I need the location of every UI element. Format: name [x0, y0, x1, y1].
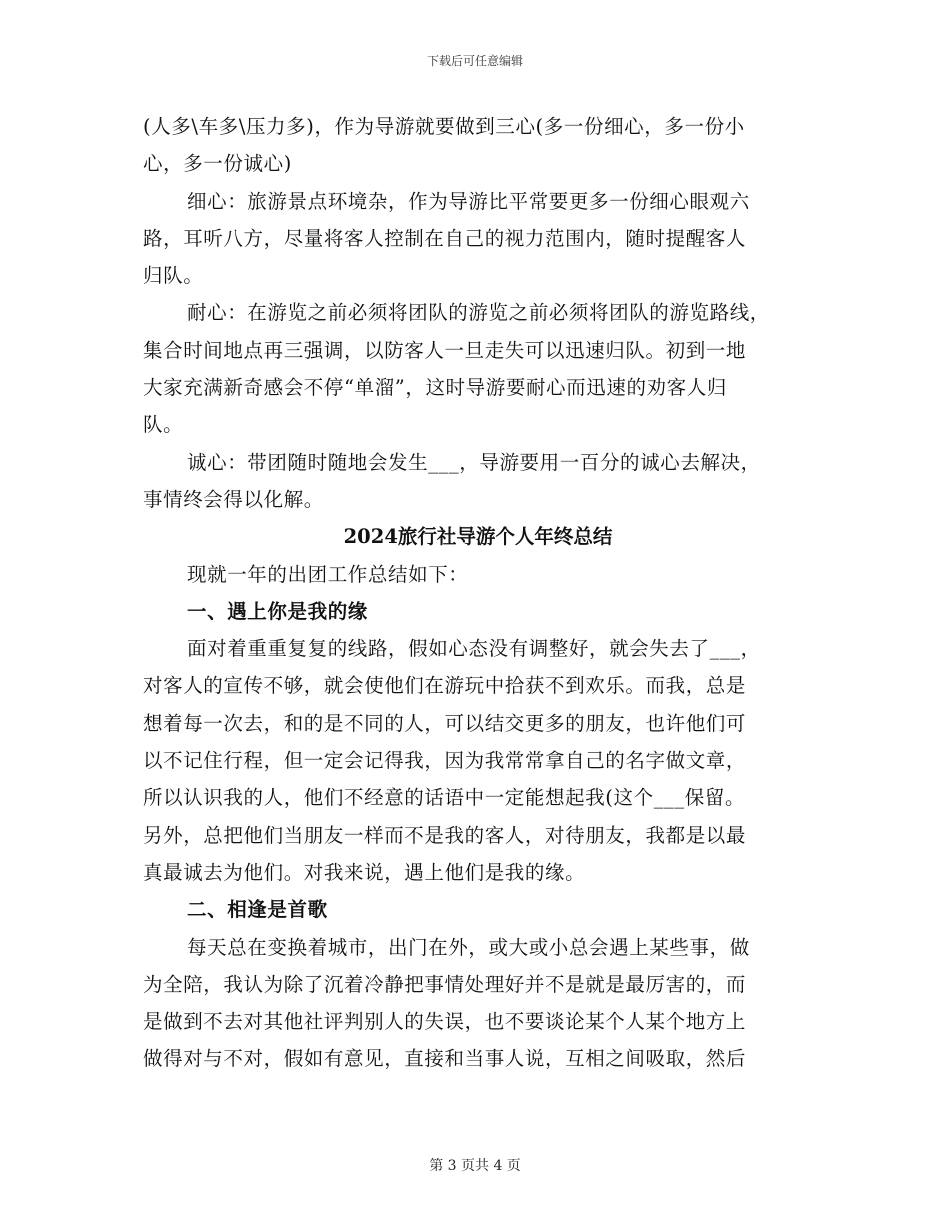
text-line: 是做到不去对其他社评判别人的失误，也不要谈论某个人某个地方上 [143, 1010, 747, 1034]
text-line: 队。 [143, 413, 184, 437]
section-heading: 一、遇上你是我的缘 [187, 599, 368, 623]
text-line: 大家充满新奇感会不停“单溜”，这时导游要耐心而迅速的劝客人归 [143, 376, 727, 400]
text-line: 每天总在变换着城市，出门在外，或大或小总会遇上某些事，做 [187, 935, 750, 959]
text-line: 路，耳听八方，尽量将客人控制在自己的视力范围内，随时提醒客人 [143, 226, 747, 250]
text-line: 做得对与不对，假如有意见，直接和当事人说，互相之间吸取，然后 [143, 1047, 747, 1071]
text-line: 集合时间地点再三强调，以防客人一旦走失可以迅速归队。初到一地 [143, 338, 747, 362]
text-line: 另外，总把他们当朋友一样而不是我的客人，对待朋友，我都是以最 [143, 823, 747, 847]
text-line: 面对着重重复复的线路，假如心态没有调整好，就会失去了___， [187, 637, 761, 661]
text-line: 归队。 [143, 264, 204, 288]
text-line: 所以认识我的人，他们不经意的话语中一定能想起我(这个___保留。 [143, 786, 746, 810]
text-line: 诚心：带团随时随地会发生___，导游要用一百分的诚心去解决， [187, 450, 761, 474]
page-header: 下载后可任意编辑 [426, 54, 523, 68]
text-line: 为全陪，我认为除了沉着冷静把事情处理好并不是就是最厉害的，而 [143, 972, 747, 996]
text-line: 想着每一次去，和的是不同的人，可以结交更多的朋友，也许他们可 [143, 711, 747, 735]
text-line: 对客人的宣传不够，就会使他们在游玩中拾获不到欢乐。而我，总是 [143, 674, 747, 698]
text-line: (人多\车多\压力多)，作为导游就要做到三心(多一份细心，多一份小 [143, 115, 745, 138]
text-line: 事情终会得以化解。 [143, 487, 324, 511]
text-line: 以不记住行程，但一定会记得我，因为我常常拿自己的名字做文章， [143, 749, 747, 773]
text-line: 心，多一份诚心) [143, 152, 292, 176]
text-line: 耐心：在游览之前必须将团队的游览之前必须将团队的游览路线， [187, 301, 770, 325]
text-line: 真最诚去为他们。对我来说，遇上他们是我的缘。 [143, 860, 586, 884]
document-title: 2024旅行社导游个人年终总结 [343, 525, 613, 549]
section-heading: 二、相逢是首歌 [187, 898, 328, 922]
document-body [143, 108, 813, 1078]
page-footer: 第 3 页共 4 页 [429, 1158, 521, 1174]
text-line: 现就一年的出团工作总结如下： [187, 562, 469, 586]
text-line: 细心：旅游景点环境杂，作为导游比平常要更多一份细心眼观六 [187, 189, 750, 213]
